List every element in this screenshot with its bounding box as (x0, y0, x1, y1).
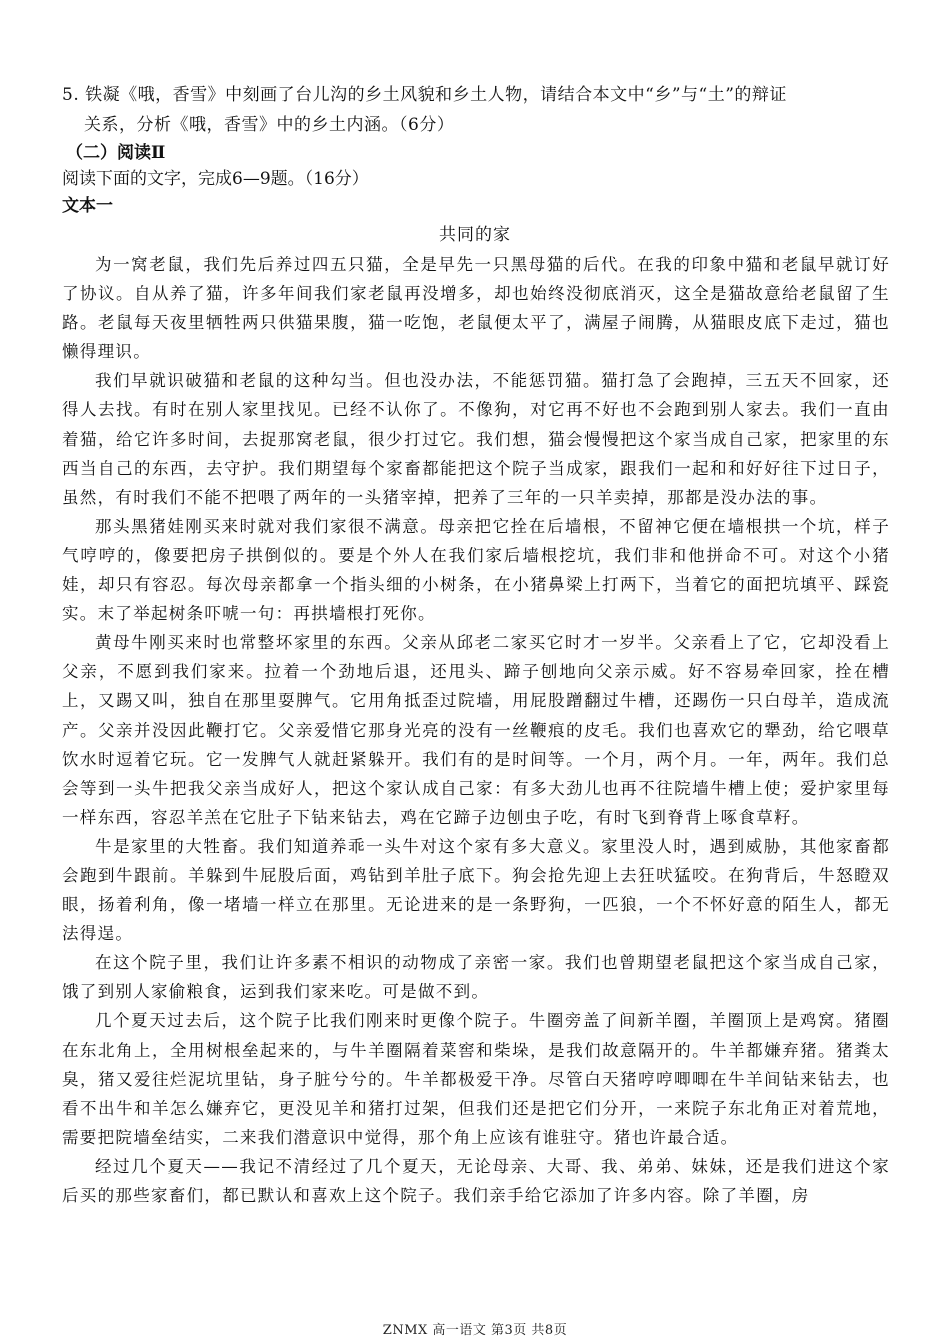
article-paragraph: 牛是家里的大牲畜。我们知道养乖一头牛对这个家有多大意义。家里没人时，遇到威胁，其他家畜都会跑到牛跟前。羊躲到牛屁股后面，鸡钻到羊肚子底下。狗会抢先迎上去狂吠猛咬。在狗背后，牛怒瞪双眼，扬着利角，像一堵墙一样立在那里。无论进来的是一条野狗，一匹狼，一个不怀好意的陌生人，都无法得逞。 (62, 836, 890, 944)
reading-instruction: 阅读下面的文字，完成6—9题。（16分） (62, 169, 369, 189)
question-5 (62, 80, 890, 140)
article-paragraph: 为一窝老鼠，我们先后养过四五只猫，全是早先一只黑母猫的后代。在我的印象中猫和老鼠早就订好了协议。自从养了猫，许多年间我们家老鼠再没增多，却也始终没彻底消灭，这全是猫故意给老鼠留了生路。老鼠每天夜里牺牲两只供猫果腹，猫一吃饱，老鼠便太平了，满屋子闹腾，从猫眼皮底下走过，猫也懒得理识。 (62, 255, 890, 362)
article-body (62, 250, 890, 1210)
article-paragraph: 我们早就识破猫和老鼠的这种勾当。但也没办法，不能惩罚猫。猫打急了会跑掉，三五天不回家，还得人去找。有时在别人家里找见。已经不认你了。不像狗，对它再不好也不会跑到别人家去。我们一直由着猫，给它许多时间，去捉那窝老鼠，很少打过它。我们想，猫会慢慢把这个家当成自己家，把家里的东西当自己的东西，去守护。我们期望每个家畜都能把这个院子当成家，跟我们一起和和好好往下过日子，虽然，有时我们不能不把喂了两年的一头猪宰掉，把养了三年的一只羊卖掉，那都是没办法的事。 (62, 371, 890, 507)
page-footer: ZNMX 高一语文 第3页 共8页 (382, 1323, 568, 1338)
article-title: 共同的家 (439, 225, 511, 245)
article-paragraph: 经过几个夏天——我记不清经过了几个夏天，无论母亲、大哥、我、弟弟、妹妹，还是我们进这个家后买的那些家畜们，都已默认和喜欢上这个院子。我们亲手给它添加了许多内容。除了羊圈，房 (62, 1156, 890, 1205)
article-paragraph: 黄母牛刚买来时也常整坏家里的东西。父亲从邱老二家买它时才一岁半。父亲看上了它，它却没看上父亲，不愿到我们家来。拉着一个劲地后退，还甩头、蹄子刨地向父亲示威。好不容易牵回家，拴在槽上，又踢又叫，独自在那里耍脾气。它用角抵歪过院墙，用屁股蹭翻过牛槽，还踢伤一只白母羊，造成流产。父亲并没因此鞭打它。父亲爱惜它那身光亮的没有一丝鞭痕的皮毛。我们也喜欢它的犟劲，给它喂草饮水时逗着它玩。它一发脾气人就赶紧躲开。我们有的是时间等。一个月，两个月。一年，两年。我们总会等到一头牛把我父亲当成好人，把这个家认成自己家：有多大劲儿也再不往院墙牛槽上使；爱护家里每一样东西，容忍羊羔在它肚子下钻来钻去，鸡在它蹄子边刨虫子吃，有时飞到脊背上啄食草籽。 (62, 633, 890, 827)
article-paragraph: 那头黑猪娃刚买来时就对我们家很不满意。母亲把它拴在后墙根，不留神它便在墙根拱一个坑，样子气哼哼的，像要把房子拱倒似的。要是个外人在我们家后墙根挖坑，我们非和他拼命不可。对这个小猪娃，却只有容忍。每次母亲都拿一个指头细的小树条，在小猪鼻梁上打两下，当着它的面把坑填平、踩瓷实。末了举起树条吓唬一句：再拱墙根打死你。 (62, 516, 890, 624)
question-5-line-1: 5. 铁凝《哦，香雪》中刻画了台儿沟的乡土风貌和乡土人物，请结合本文中“乡”与“土”的辩证 (62, 85, 787, 105)
question-5-line-2: 关系，分析《哦，香雪》中的乡土内涵。（6分） (84, 115, 455, 135)
section-heading: （二）阅读Ⅱ (66, 143, 166, 163)
article-paragraph: 几个夏天过去后，这个院子比我们刚来时更像个院子。牛圈旁盖了间新羊圈，羊圈顶上是鸡窝。猪圈在东北角上，全用树根垒起来的，与牛羊圈隔着菜窖和柴垛，是我们故意隔开的。牛羊都嫌弃猪。猪粪太臭，猪又爱往烂泥坑里钻，身子脏兮兮的。牛羊都极爱干净。尽管白天猪哼哼唧唧在牛羊间钻来钻去，也看不出牛和羊怎么嫌弃它，更没见羊和猪打过架，但我们还是把它们分开，一来院子东北角正对着荒地，需要把院墙垒结实，二来我们潜意识中觉得，那个角上应该有谁驻守。猪也许最合适。 (62, 1011, 890, 1147)
text-label: 文本一 (62, 196, 113, 216)
article-paragraph: 在这个院子里，我们让许多素不相识的动物成了亲密一家。我们也曾期望老鼠把这个家当成自己家，饿了到别人家偷粮食，运到我们家来吃。可是做不到。 (62, 953, 890, 1002)
